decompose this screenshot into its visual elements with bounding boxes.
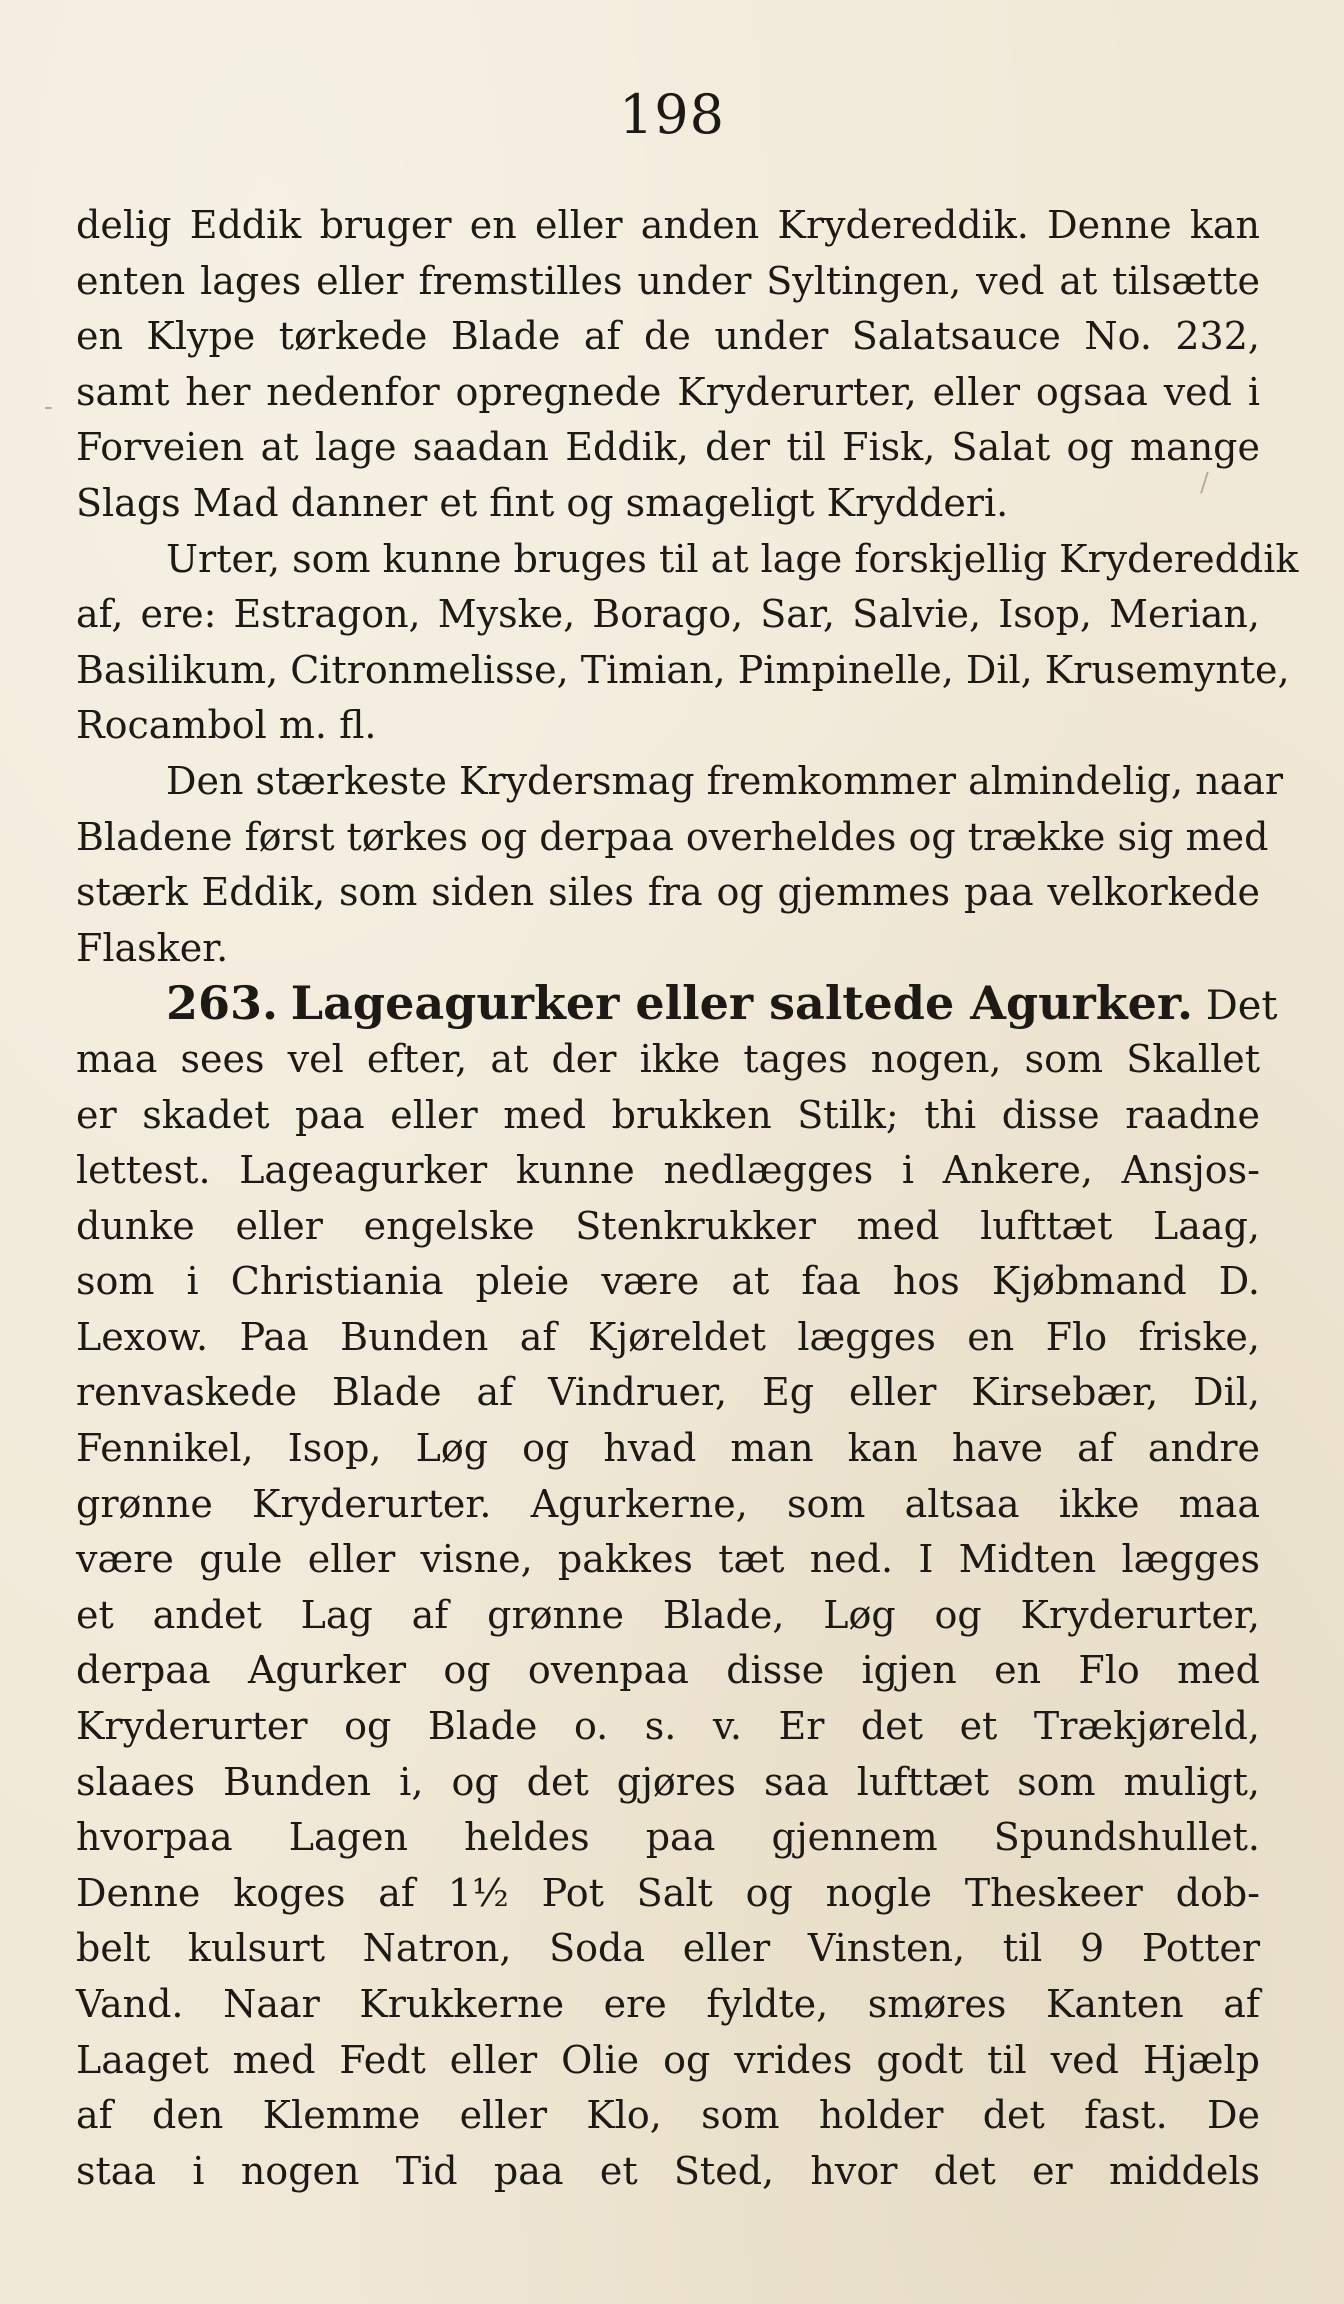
text-line: være gule eller visne, pakkes tæt ned. I Midten lægges: [76, 1537, 1260, 1582]
text-line: lettest. Lageagurker kunne nedlægges i Ankere, Ansjos-: [76, 1148, 1260, 1193]
text-line: Vand. Naar Krukkerne ere fyldte, smøres Kanten af: [76, 1982, 1260, 2026]
text-line: slaaes Bunden i, og det gjøres saa lufttæt som muligt,: [76, 1759, 1260, 1804]
text-line: Kryderurter og Blade o. s. v. Er det et Trækjøreld,: [76, 1704, 1260, 1749]
text-line: maa sees vel efter, at der ikke tages nogen, som Skallet: [76, 1036, 1260, 1081]
text-line: Denne koges af 1½ Pot Salt og nogle Theskeer dob-: [76, 1870, 1260, 1915]
recipe-section: [76, 976, 1278, 2199]
text-line: hvorpaa Lagen heldes paa gjennem Spundshullet.: [76, 1815, 1260, 1860]
paragraph: [76, 754, 1284, 976]
text-line: Basilikum, Citronmelisse, Timian, Pimpinelle, Dil, Krusemynte,: [76, 647, 1290, 692]
text-line: Urter, som kunne bruges til at lage forskjellig Krydereddik: [166, 536, 1299, 581]
text-line: Bladene først tørkes og derpaa overheldes og trække sig med: [76, 814, 1269, 859]
body-text: [76, 198, 1299, 2199]
text-line: stærk Eddik, som siden siles fra og gjemmes paa velkorkede: [76, 870, 1260, 915]
paragraph: [76, 198, 1260, 532]
text-line: dunke eller engelske Stenkrukker med lufttæt Laag,: [76, 1203, 1260, 1248]
text-line: Laaget med Fedt eller Olie og vrides godt til ved Hjælp: [76, 2037, 1260, 2082]
text-line: delig Eddik bruger en eller anden Krydereddik. Denne kan: [76, 203, 1260, 247]
text-line: et andet Lag af grønne Blade, Løg og Kryderurter,: [76, 1592, 1260, 1637]
text-line: som i Christiania pleie være at faa hos Kjøbmand D.: [76, 1259, 1260, 1304]
text-line: en Klype tørkede Blade af de under Salatsauce No. 232,: [76, 314, 1260, 359]
page-number: 198: [618, 83, 726, 146]
text-line: renvaskede Blade af Vindruer, Eg eller Kirsebær, Dil,: [76, 1370, 1260, 1415]
text-line: belt kulsurt Natron, Soda eller Vinsten, til 9 Potter: [76, 1926, 1260, 1971]
text-line: derpaa Agurker og ovenpaa disse igjen en Flo med: [76, 1648, 1260, 1693]
recipe-heading-line: [76, 976, 1278, 1032]
margin-mark: -: [44, 392, 53, 422]
recipe-title: Lageagurker eller saltede Agurker.: [290, 976, 1193, 1031]
text-line: af den Klemme eller Klo, som holder det fast. De: [76, 2093, 1260, 2138]
text-line: Den stærkeste Krydersmag fremkommer almindelig, naar: [166, 758, 1284, 803]
text-line: enten lages eller fremstilles under Syltingen, ved at tilsætte: [76, 258, 1260, 303]
text-line: Lexow. Paa Bunden af Kjøreldet lægges en Flo friske,: [76, 1314, 1260, 1359]
text-line: samt her nedenfor opregnede Kryderurter, eller ogsaa ved i: [76, 369, 1260, 414]
text-line: Flasker.: [76, 925, 229, 970]
text-line: grønne Kryderurter. Agurkerne, som altsaa ikke maa: [76, 1481, 1260, 1526]
text-line: er skadet paa eller med brukken Stilk; thi disse raadne: [76, 1092, 1260, 1137]
recipe-number: 263.: [166, 976, 279, 1031]
margin-mark: /: [1200, 468, 1209, 498]
text-line: Fennikel, Isop, Løg og hvad man kan have af andre: [76, 1426, 1260, 1471]
text-line: af, ere: Estragon, Myske, Borago, Sar, Salvie, Isop, Merian,: [76, 592, 1260, 637]
paragraph: [76, 532, 1299, 754]
text-line: Slags Mad danner et fint og smageligt Krydderi.: [76, 480, 1009, 525]
text-line: staa i nogen Tid paa et Sted, hvor det er middels: [76, 2148, 1260, 2193]
text-line: Forveien at lage saadan Eddik, der til Fisk, Salat og mange: [76, 425, 1260, 470]
text-line: Rocambol m. fl.: [76, 703, 377, 748]
text-fragment: Det: [1205, 983, 1278, 1030]
